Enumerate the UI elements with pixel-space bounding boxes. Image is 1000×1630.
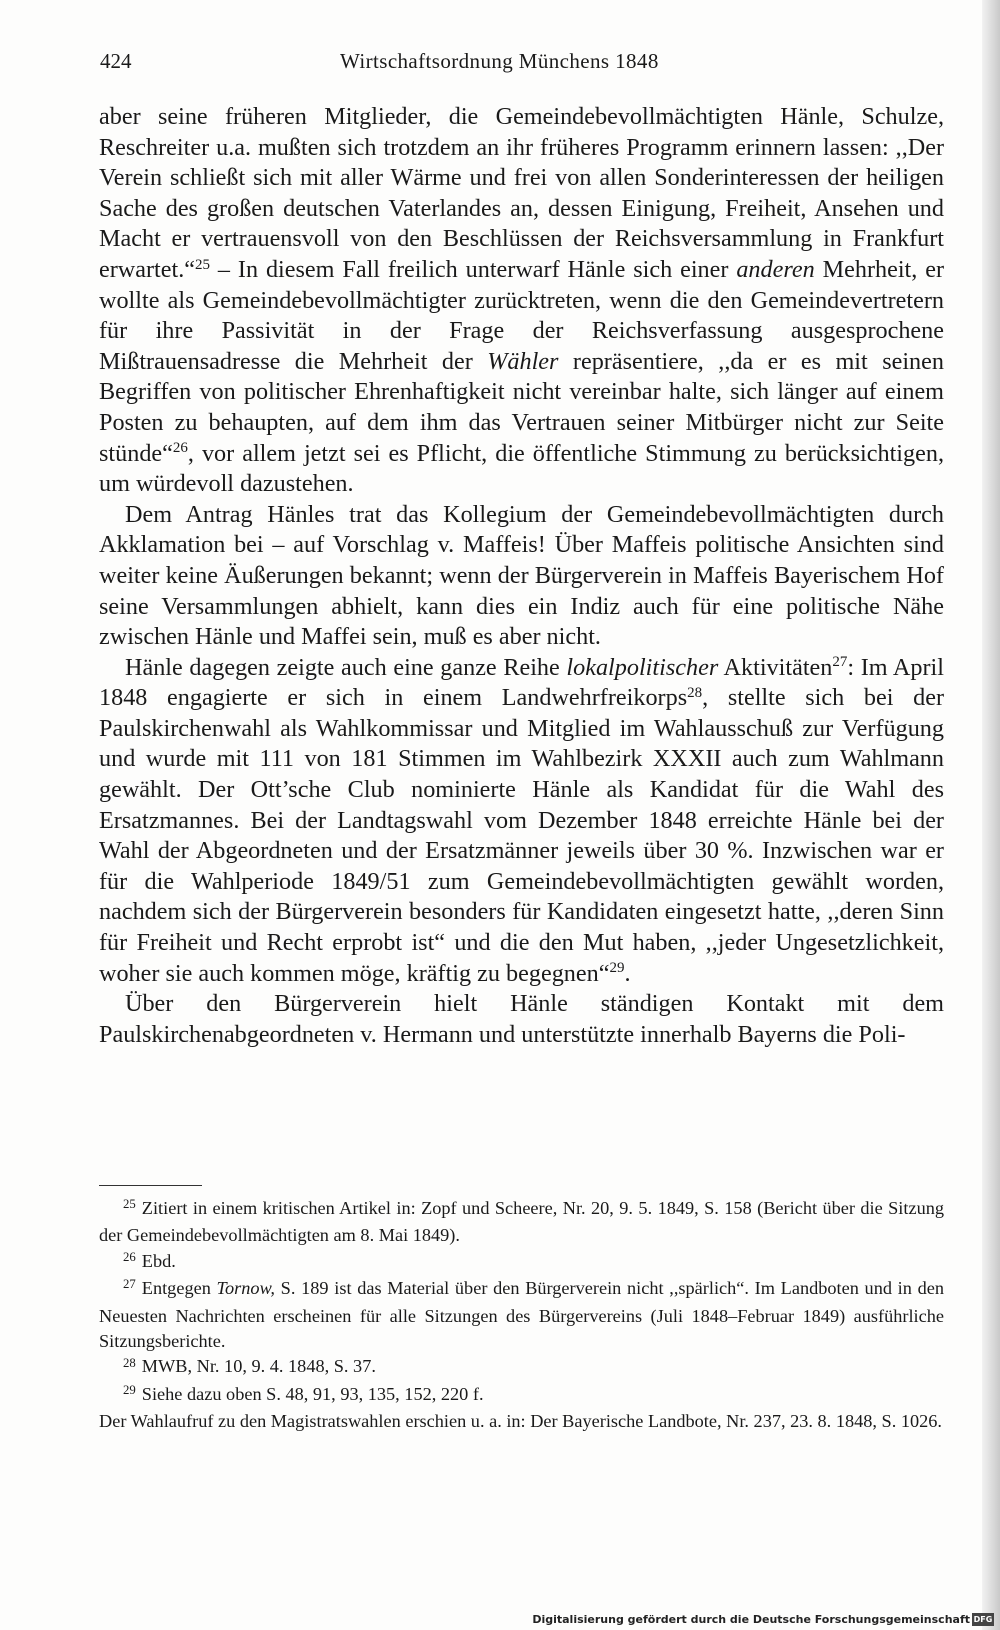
footnote-ref-28[interactable]: 28 (687, 685, 703, 702)
footnote-ref-27[interactable]: 27 (832, 654, 848, 671)
emphasis-text: lokalpolitischer (566, 653, 719, 681)
text-run: , stellte sich bei der Paulskirchenwahl als Wahlkommissar und Mitglied im Wahlausschuß zur Verfügung und wurde mit 111 von 181 Stimmen im Wahlbezirk XXXII auch zum Wahlmann gewählt. Der Ott’sche Club nominierte Hänle als Kandidat für die Wahl des Ersatzmannes. Bei der Landtagswahl vom Dezember 1848 erreichte Hänle bei der Wahl der Abgeordneten und der Ersatzmänner jeweils über 30 %. Inzwischen war er für die Wahlperiode 1849/51 zum Gemeindebevollmächtigten gewählt worden, nachdem sich der Bürgerverein besonders für Kandidaten eingesetzt hatte, ,,deren Sinn für Freiheit und Recht erprobt ist“ und die den Mut haben, ,,jeder Ungesetzlichkeit, woher sie auch kommen möge, kräftig zu begegnen“ (99, 684, 944, 987)
footnote-number: 27 (123, 1277, 136, 1292)
dfg-logo: DFG (973, 1615, 993, 1624)
text-run: Mehrheit, er wollte als Gemeindebevollmächtigter zurücktreten, wenn die den Gemeindevertretern für ihre Passivität in der Frage der Reichsverfassung ausgesprochene Mißtrauensadresse die Mehrheit der (99, 255, 945, 375)
text-run: , vor allem jetzt sei es Pflicht, die öffentliche Stimmung zu berücksichtigen, um würdevoll dazustehen. (99, 439, 944, 498)
page-edge-shadow (982, 0, 1000, 1630)
text-run: : Im April 1848 engagierte er sich in einem Landwehrfreikorps (99, 653, 944, 712)
text-run: Über den Bürgerverein hielt Hänle ständigen Kontakt mit dem Paulskirchenabgeordneten v. Hermann und unterstützte innerhalb Bayerns die Poli- (99, 990, 944, 1048)
footnote-ref-29[interactable]: 29 (609, 960, 625, 977)
footnote-text: MWB, Nr. 10, 9. 4. 1848, S. 37. (141, 1356, 376, 1377)
footnote-number: 28 (123, 1355, 136, 1370)
footnote-26 (99, 1249, 944, 1276)
footnote-number: 26 (123, 1250, 136, 1265)
digitization-credit: Digitalisierung gefördert durch die Deutsche Forschungsgemeinschaft (532, 1613, 970, 1626)
footnote-number: 29 (123, 1383, 136, 1398)
footnote-25 (99, 1196, 944, 1249)
paragraph-3 (99, 653, 944, 990)
paragraph-1 (99, 102, 944, 500)
running-header (100, 46, 720, 76)
page-number: 424 (100, 49, 132, 73)
emphasis-text: anderen (736, 255, 815, 283)
footnote-29 (99, 1382, 944, 1409)
footnote-text: Siehe dazu oben S. 48, 91, 93, 135, 152, 220 f. (141, 1383, 484, 1404)
footnote-separator (99, 1185, 202, 1186)
paragraph-4 (99, 989, 944, 1050)
text-run: repräsentiere, ,,da er es mit seinen Begriffen von politischer Ehrenhaftigkeit nicht vereinbar halte, sich länger auf einem Posten zu behaupten, auf dem ihm das Vertrauen seiner Mitbürger nicht zur Seite stünde“ (99, 347, 944, 467)
body-text (99, 102, 944, 1050)
text-run: . (624, 959, 631, 987)
text-run: – In diesem Fall freilich unterwarf Hänle sich einer (210, 255, 737, 283)
text-run: aber seine früheren Mitglieder, die Gemeindebevollmächtigten Hänle, Schulze, Reschreiter u.a. mußten sich trotzdem an ihr früheres Programm erinnern lassen: ,,Der Verein schließt sich mit aller Wärme und frei von allen Sonderinteressen der heiligen Sache des großen deutschen Vaterlandes an, dessen Einigung, Freiheit, Ansehen und Macht er vertrauensvoll von den Beschlüssen der Reichsversammlung in Frankfurt erwartet.“ (99, 103, 944, 283)
footnote-29-continuation: Der Wahlaufruf zu den Magistratswahlen erschien u. a. in: Der Bayerische Landbote, Nr. 237, 23. 8. 1848, S. 1026. (99, 1411, 942, 1432)
text-run: Dem Antrag Hänles trat das Kollegium der Gemeindebevollmächtigten durch Akklamation bei – auf Vorschlag v. Maffeis! Über Maffeis politische Ansichten sind weiter keine Äußerungen bekannt; wenn der Bürgerverein in Maffeis Bayerischem Hof seine Versammlungen abhielt, kann dies ein Indiz auch für eine politische Nähe zwischen Hänle und Maffei sein, muß es aber nicht. (99, 500, 944, 651)
footnote-27 (99, 1276, 944, 1354)
footnote-28 (99, 1354, 944, 1381)
emphasis-text: Wähler (487, 347, 559, 375)
text-run: Aktivitäten (718, 653, 833, 681)
paragraph-2 (99, 500, 944, 653)
footnote-text: Zitiert in einem kritischen Artikel in: Zopf und Scheere, Nr. 20, 9. 5. 1849, S. 158 (Bericht über die Sitzung der Gemeindebevollmächtigten am 8. Mai 1849). (99, 1198, 944, 1246)
footnote-text: Ebd. (141, 1250, 176, 1271)
footnote-text: S. 189 ist das Material über den Bürgerverein nicht ,,spärlich“. Im Landboten und in den Neuesten Nachrichten erscheinen für alle Sitzungen des Bürgervereins (Juli 1848–Februar 1849) ausführliche Sitzungsberichte. (99, 1278, 944, 1352)
footnote-ref-26[interactable]: 26 (172, 440, 188, 457)
footnote-number: 25 (123, 1197, 136, 1212)
footnote-ref-25[interactable]: 25 (195, 256, 211, 273)
running-title: Wirtschaftsordnung Münchens 1848 (340, 49, 659, 73)
footnote-author: Tornow, (216, 1278, 275, 1299)
text-run: Hänle dagegen zeigte auch eine ganze Reihe (125, 653, 567, 681)
footnotes (99, 1196, 944, 1435)
footnote-text: Entgegen (141, 1278, 217, 1299)
